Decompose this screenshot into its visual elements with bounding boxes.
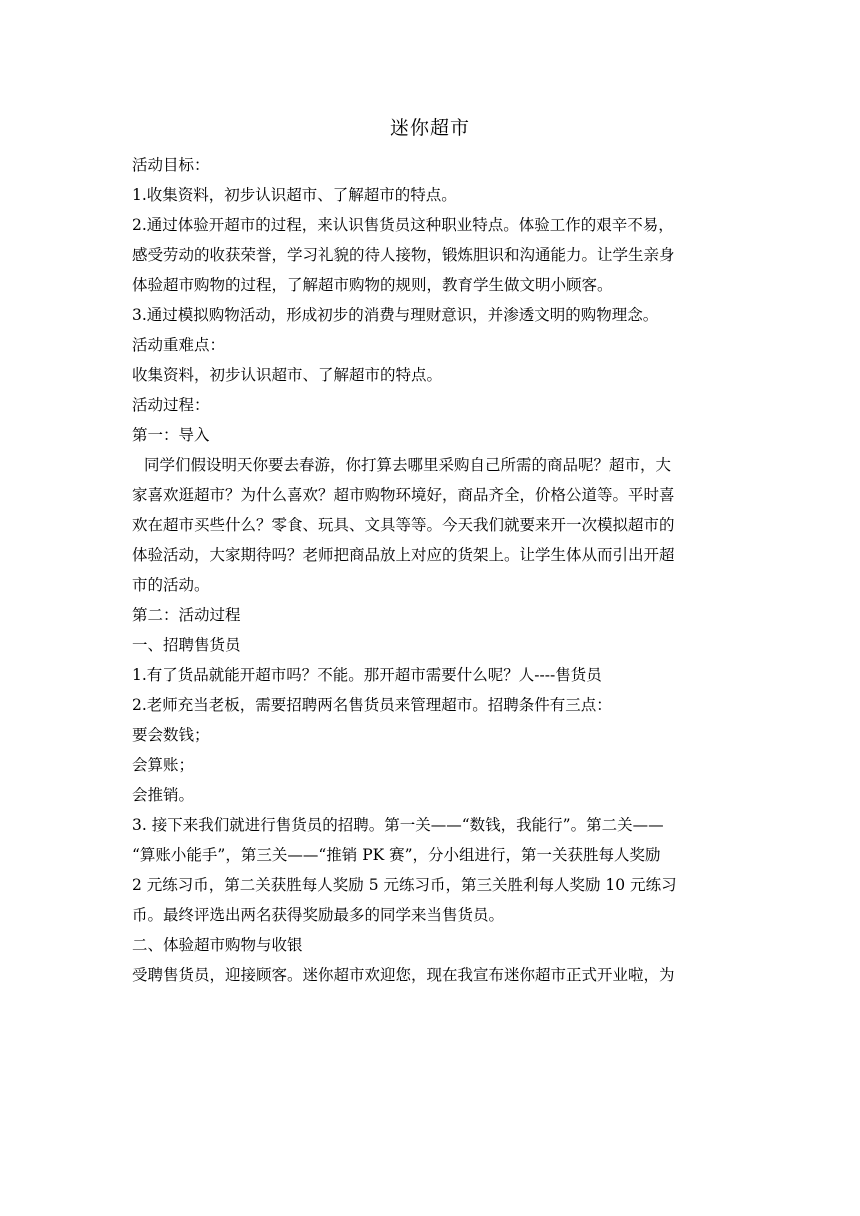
paragraph-line: 3. 接下来我们就进行售货员的招聘。第一关——“数钱，我能行”。第二关——: [132, 816, 664, 834]
paragraph-line: 感受劳动的收获荣誉，学习礼貌的待人接物，锻炼胆识和沟通能力。让学生亲身: [132, 246, 675, 264]
document-title: 迷你超市: [389, 117, 470, 139]
section-heading-key-points: 活动重难点：: [132, 336, 226, 354]
paragraph-line: 体验活动，大家期待吗？老师把商品放上对应的货架上。让学生体从而引出开超: [132, 546, 675, 564]
paragraph-line: 2.老师充当老板，需要招聘两名售货员来管理超市。招聘条件有三点：: [132, 696, 612, 714]
subsection-heading-intro: 第一：导入: [132, 426, 210, 444]
list-item: 要会数钱；: [132, 726, 210, 744]
paragraph-line: 1.收集资料，初步认识超市、了解超市的特点。: [132, 186, 457, 204]
paragraph-line: 币。最终评选出两名获得奖励最多的同学来当售货员。: [132, 906, 505, 924]
paragraph-line: 1.有了货品就能开超市吗？不能。那开超市需要什么呢？人----售货员: [132, 666, 602, 684]
paragraph-line: 同学们假设明天你要去春游，你打算去哪里采购自己所需的商品呢？超市，大: [144, 456, 672, 474]
subsection-heading-activity: 第二：活动过程: [132, 606, 241, 624]
paragraph-line: 受聘售货员，迎接顾客。迷你超市欢迎您，现在我宣布迷你超市正式开业啦，为: [132, 966, 675, 984]
list-heading-shopping: 二、体验超市购物与收银: [132, 936, 303, 954]
paragraph-line: “算账小能手”，第三关——“推销 PK 赛”，分小组进行，第一关获胜每人奖励: [132, 846, 661, 864]
paragraph-line: 市的活动。: [132, 576, 210, 594]
list-item: 会算账；: [132, 756, 195, 774]
paragraph-line: 2 元练习币，第二关获胜每人奖励 5 元练习币，第三关胜利每人奖励 10 元练习: [132, 876, 677, 894]
list-heading-recruit: 一、招聘售货员: [132, 636, 241, 654]
paragraph-line: 2.通过体验开超市的过程，来认识售货员这种职业特点。体验工作的艰辛不易，: [132, 216, 674, 234]
list-item: 会推销。: [132, 786, 195, 804]
section-heading-process: 活动过程：: [132, 396, 210, 414]
paragraph-line: 欢在超市买些什么？零食、玩具、文具等等。今天我们就要来开一次模拟超市的: [132, 516, 675, 534]
paragraph-line: 收集资料，初步认识超市、了解超市的特点。: [132, 366, 443, 384]
paragraph-line: 3.通过模拟购物活动，形成初步的消费与理财意识，并渗透文明的购物理念。: [132, 306, 659, 324]
paragraph-line: 家喜欢逛超市？为什么喜欢？超市购物环境好，商品齐全，价格公道等。平时喜: [132, 486, 675, 504]
document-body: [132, 150, 736, 990]
paragraph-line: 体验超市购物的过程，了解超市购物的规则，教育学生做文明小顾客。: [132, 276, 613, 294]
section-heading-goals: 活动目标：: [132, 156, 210, 174]
